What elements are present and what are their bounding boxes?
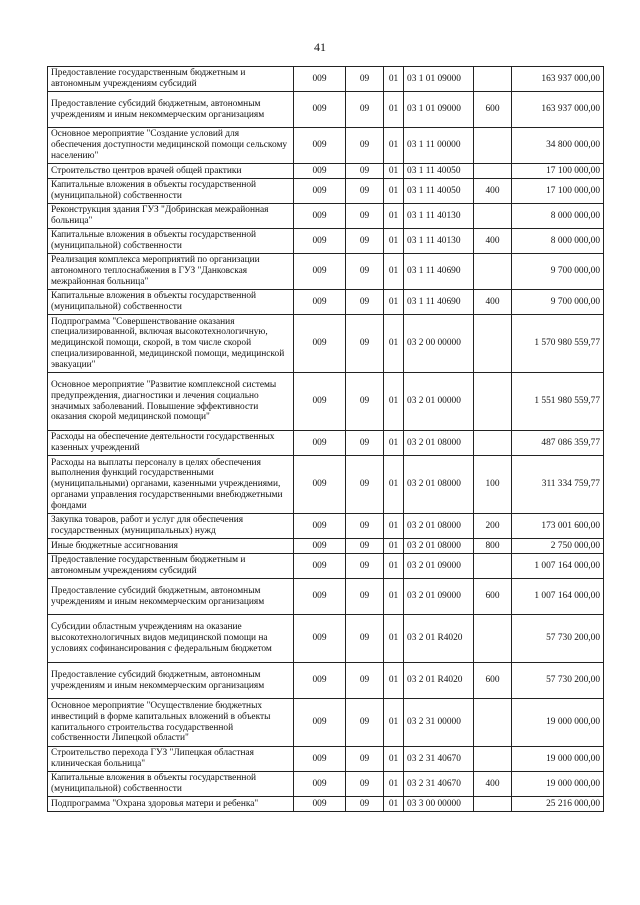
row-expense-type <box>474 699 512 747</box>
row-podrazdel: 01 <box>384 373 404 431</box>
row-podrazdel: 01 <box>384 290 404 315</box>
row-expense-type: 200 <box>474 514 512 539</box>
row-name: Капитальные вложения в объекты государственной (муниципальной) собственности <box>48 229 294 254</box>
row-target-article: 03 2 31 40670 <box>404 747 474 772</box>
row-podrazdel: 01 <box>384 615 404 663</box>
row-name: Капитальные вложения в объекты государственной (муниципальной) собственности <box>48 179 294 204</box>
table-row <box>48 204 604 229</box>
row-expense-type: 600 <box>474 579 512 615</box>
row-name: Иные бюджетные ассигнования <box>48 539 294 554</box>
table-row <box>48 456 604 514</box>
row-name: Основное мероприятие "Осуществление бюджетных инвестиций в форме капитальных вложений в объекты капитального строительства государственной собственности Липецкой области" <box>48 699 294 747</box>
table-row <box>48 797 604 812</box>
row-name: Расходы на выплаты персоналу в целях обеспечения выполнения функций государственными (муниципальными) органами, казенными учреждениями, органами управления государственными внебюджетными фондами <box>48 456 294 514</box>
row-name: Предоставление государственным бюджетным и автономным учреждениям субсидий <box>48 67 294 92</box>
row-admin-code: 009 <box>294 615 346 663</box>
row-sum: 57 730 200,00 <box>512 663 604 699</box>
row-target-article: 03 2 00 00000 <box>404 315 474 373</box>
row-admin-code: 009 <box>294 179 346 204</box>
row-podrazdel: 01 <box>384 699 404 747</box>
row-razdel: 09 <box>346 579 384 615</box>
row-razdel: 09 <box>346 747 384 772</box>
table-row <box>48 229 604 254</box>
row-sum: 9 700 000,00 <box>512 290 604 315</box>
row-expense-type: 800 <box>474 539 512 554</box>
row-admin-code: 009 <box>294 514 346 539</box>
row-sum: 487 086 359,77 <box>512 431 604 456</box>
row-expense-type <box>474 797 512 812</box>
row-razdel: 09 <box>346 615 384 663</box>
row-sum: 57 730 200,00 <box>512 615 604 663</box>
table-row <box>48 431 604 456</box>
row-name: Предоставление государственным бюджетным и автономным учреждениям субсидий <box>48 554 294 579</box>
row-razdel: 09 <box>346 67 384 92</box>
row-target-article: 03 2 31 00000 <box>404 699 474 747</box>
row-admin-code: 009 <box>294 699 346 747</box>
row-admin-code: 009 <box>294 164 346 179</box>
row-razdel: 09 <box>346 456 384 514</box>
row-admin-code: 009 <box>294 579 346 615</box>
row-razdel: 09 <box>346 254 384 290</box>
row-sum: 1 007 164 000,00 <box>512 554 604 579</box>
table-row <box>48 67 604 92</box>
row-expense-type <box>474 315 512 373</box>
row-target-article: 03 2 01 09000 <box>404 579 474 615</box>
row-razdel: 09 <box>346 431 384 456</box>
row-podrazdel: 01 <box>384 554 404 579</box>
row-name: Капитальные вложения в объекты государственной (муниципальной) собственности <box>48 772 294 797</box>
row-sum: 2 750 000,00 <box>512 539 604 554</box>
table-row <box>48 699 604 747</box>
row-target-article: 03 2 01 R4020 <box>404 615 474 663</box>
row-razdel: 09 <box>346 128 384 164</box>
row-name: Субсидии областным учреждениям на оказание высокотехнологичных видов медицинской помощи на условиях софинансирования с федеральным бюджетом <box>48 615 294 663</box>
row-admin-code: 009 <box>294 67 346 92</box>
row-admin-code: 009 <box>294 797 346 812</box>
row-expense-type <box>474 615 512 663</box>
row-expense-type: 100 <box>474 456 512 514</box>
row-target-article: 03 2 01 09000 <box>404 554 474 579</box>
row-admin-code: 009 <box>294 290 346 315</box>
row-sum: 173 001 600,00 <box>512 514 604 539</box>
table-row <box>48 92 604 128</box>
row-admin-code: 009 <box>294 254 346 290</box>
table-row <box>48 539 604 554</box>
row-razdel: 09 <box>346 663 384 699</box>
budget-table <box>47 66 604 812</box>
row-target-article: 03 1 11 40130 <box>404 204 474 229</box>
row-razdel: 09 <box>346 539 384 554</box>
row-podrazdel: 01 <box>384 179 404 204</box>
row-admin-code: 009 <box>294 663 346 699</box>
row-target-article: 03 1 11 00000 <box>404 128 474 164</box>
row-name: Расходы на обеспечение деятельности государственных казенных учреждений <box>48 431 294 456</box>
row-name: Подпрограмма "Совершенствование оказания специализированной, включая высокотехнологичную, медицинской помощи, скорой, в том числе скорой специализированной, медицинской помощи, медицинской эвакуации" <box>48 315 294 373</box>
row-admin-code: 009 <box>294 315 346 373</box>
row-target-article: 03 1 11 40690 <box>404 254 474 290</box>
row-expense-type <box>474 67 512 92</box>
row-sum: 163 937 000,00 <box>512 92 604 128</box>
row-razdel: 09 <box>346 514 384 539</box>
row-name: Строительство центров врачей общей практики <box>48 164 294 179</box>
row-name: Капитальные вложения в объекты государственной (муниципальной) собственности <box>48 290 294 315</box>
row-razdel: 09 <box>346 164 384 179</box>
row-name: Основное мероприятие "Создание условий для обеспечения доступности медицинской помощи сельскому населению" <box>48 128 294 164</box>
row-sum: 8 000 000,00 <box>512 229 604 254</box>
row-podrazdel: 01 <box>384 747 404 772</box>
row-sum: 25 216 000,00 <box>512 797 604 812</box>
row-name: Предоставление субсидий бюджетным, автономным учреждениям и иным некоммерческим организациям <box>48 663 294 699</box>
table-row <box>48 514 604 539</box>
row-sum: 163 937 000,00 <box>512 67 604 92</box>
row-name: Предоставление субсидий бюджетным, автономным учреждениям и иным некоммерческим организациям <box>48 579 294 615</box>
row-name: Предоставление субсидий бюджетным, автономным учреждениям и иным некоммерческим организациям <box>48 92 294 128</box>
row-name: Подпрограмма "Охрана здоровья матери и ребенка" <box>48 797 294 812</box>
row-podrazdel: 01 <box>384 164 404 179</box>
row-razdel: 09 <box>346 797 384 812</box>
row-razdel: 09 <box>346 229 384 254</box>
table-row <box>48 615 604 663</box>
table-row <box>48 254 604 290</box>
row-name: Закупка товаров, работ и услуг для обеспечения государственных (муниципальных) нужд <box>48 514 294 539</box>
row-podrazdel: 01 <box>384 514 404 539</box>
row-name: Строительство перехода ГУЗ "Липецкая областная клиническая больница" <box>48 747 294 772</box>
row-podrazdel: 01 <box>384 579 404 615</box>
row-expense-type: 400 <box>474 179 512 204</box>
row-target-article: 03 1 11 40130 <box>404 229 474 254</box>
row-admin-code: 009 <box>294 554 346 579</box>
row-name: Реконструкция здания ГУЗ "Добринская межрайонная больница" <box>48 204 294 229</box>
row-admin-code: 009 <box>294 456 346 514</box>
row-expense-type: 600 <box>474 663 512 699</box>
table-row <box>48 290 604 315</box>
row-podrazdel: 01 <box>384 772 404 797</box>
row-podrazdel: 01 <box>384 67 404 92</box>
row-sum: 1 570 980 559,77 <box>512 315 604 373</box>
row-target-article: 03 2 01 08000 <box>404 456 474 514</box>
row-target-article: 03 1 11 40690 <box>404 290 474 315</box>
table-row <box>48 554 604 579</box>
row-admin-code: 009 <box>294 431 346 456</box>
row-sum: 17 100 000,00 <box>512 164 604 179</box>
row-sum: 1 551 980 559,77 <box>512 373 604 431</box>
row-expense-type <box>474 431 512 456</box>
row-expense-type <box>474 554 512 579</box>
row-admin-code: 009 <box>294 747 346 772</box>
page-number: 41 <box>314 40 326 54</box>
row-admin-code: 009 <box>294 204 346 229</box>
row-expense-type <box>474 254 512 290</box>
row-sum: 19 000 000,00 <box>512 747 604 772</box>
row-expense-type: 400 <box>474 229 512 254</box>
row-expense-type: 400 <box>474 290 512 315</box>
row-admin-code: 009 <box>294 373 346 431</box>
budget-table-body <box>48 67 604 812</box>
row-podrazdel: 01 <box>384 204 404 229</box>
row-expense-type <box>474 373 512 431</box>
row-expense-type <box>474 204 512 229</box>
row-razdel: 09 <box>346 373 384 431</box>
row-podrazdel: 01 <box>384 663 404 699</box>
row-podrazdel: 01 <box>384 431 404 456</box>
row-target-article: 03 2 31 40670 <box>404 772 474 797</box>
row-podrazdel: 01 <box>384 456 404 514</box>
row-target-article: 03 1 11 40050 <box>404 164 474 179</box>
row-podrazdel: 01 <box>384 92 404 128</box>
row-admin-code: 009 <box>294 772 346 797</box>
row-target-article: 03 2 01 08000 <box>404 514 474 539</box>
row-sum: 17 100 000,00 <box>512 179 604 204</box>
row-razdel: 09 <box>346 204 384 229</box>
row-admin-code: 009 <box>294 92 346 128</box>
row-razdel: 09 <box>346 179 384 204</box>
row-podrazdel: 01 <box>384 539 404 554</box>
table-row <box>48 315 604 373</box>
row-sum: 34 800 000,00 <box>512 128 604 164</box>
row-razdel: 09 <box>346 315 384 373</box>
row-razdel: 09 <box>346 554 384 579</box>
table-row <box>48 579 604 615</box>
row-podrazdel: 01 <box>384 315 404 373</box>
row-expense-type <box>474 128 512 164</box>
row-expense-type <box>474 164 512 179</box>
row-expense-type: 600 <box>474 92 512 128</box>
row-target-article: 03 1 01 09000 <box>404 92 474 128</box>
row-podrazdel: 01 <box>384 128 404 164</box>
row-sum: 1 007 164 000,00 <box>512 579 604 615</box>
row-admin-code: 009 <box>294 229 346 254</box>
row-admin-code: 009 <box>294 128 346 164</box>
table-row <box>48 747 604 772</box>
row-podrazdel: 01 <box>384 797 404 812</box>
row-podrazdel: 01 <box>384 254 404 290</box>
row-expense-type: 400 <box>474 772 512 797</box>
row-admin-code: 009 <box>294 539 346 554</box>
row-razdel: 09 <box>346 772 384 797</box>
table-row <box>48 179 604 204</box>
row-sum: 19 000 000,00 <box>512 699 604 747</box>
row-target-article: 03 1 01 09000 <box>404 67 474 92</box>
table-row <box>48 373 604 431</box>
row-target-article: 03 2 01 00000 <box>404 373 474 431</box>
row-name: Основное мероприятие "Развитие комплексной системы предупреждения, диагностики и лечения социально значимых заболеваний. Повышение эффективности оказания скорой медицинской помощи" <box>48 373 294 431</box>
row-sum: 19 000 000,00 <box>512 772 604 797</box>
row-target-article: 03 2 01 R4020 <box>404 663 474 699</box>
table-row <box>48 164 604 179</box>
row-sum: 8 000 000,00 <box>512 204 604 229</box>
row-sum: 9 700 000,00 <box>512 254 604 290</box>
row-razdel: 09 <box>346 699 384 747</box>
row-expense-type <box>474 747 512 772</box>
row-podrazdel: 01 <box>384 229 404 254</box>
table-row <box>48 663 604 699</box>
table-row <box>48 772 604 797</box>
row-target-article: 03 3 00 00000 <box>404 797 474 812</box>
table-row <box>48 128 604 164</box>
row-razdel: 09 <box>346 92 384 128</box>
row-razdel: 09 <box>346 290 384 315</box>
row-name: Реализация комплекса мероприятий по организации автономного теплоснабжения в ГУЗ "Данковская межрайонная больница" <box>48 254 294 290</box>
row-sum: 311 334 759,77 <box>512 456 604 514</box>
row-target-article: 03 1 11 40050 <box>404 179 474 204</box>
row-target-article: 03 2 01 08000 <box>404 539 474 554</box>
row-target-article: 03 2 01 08000 <box>404 431 474 456</box>
